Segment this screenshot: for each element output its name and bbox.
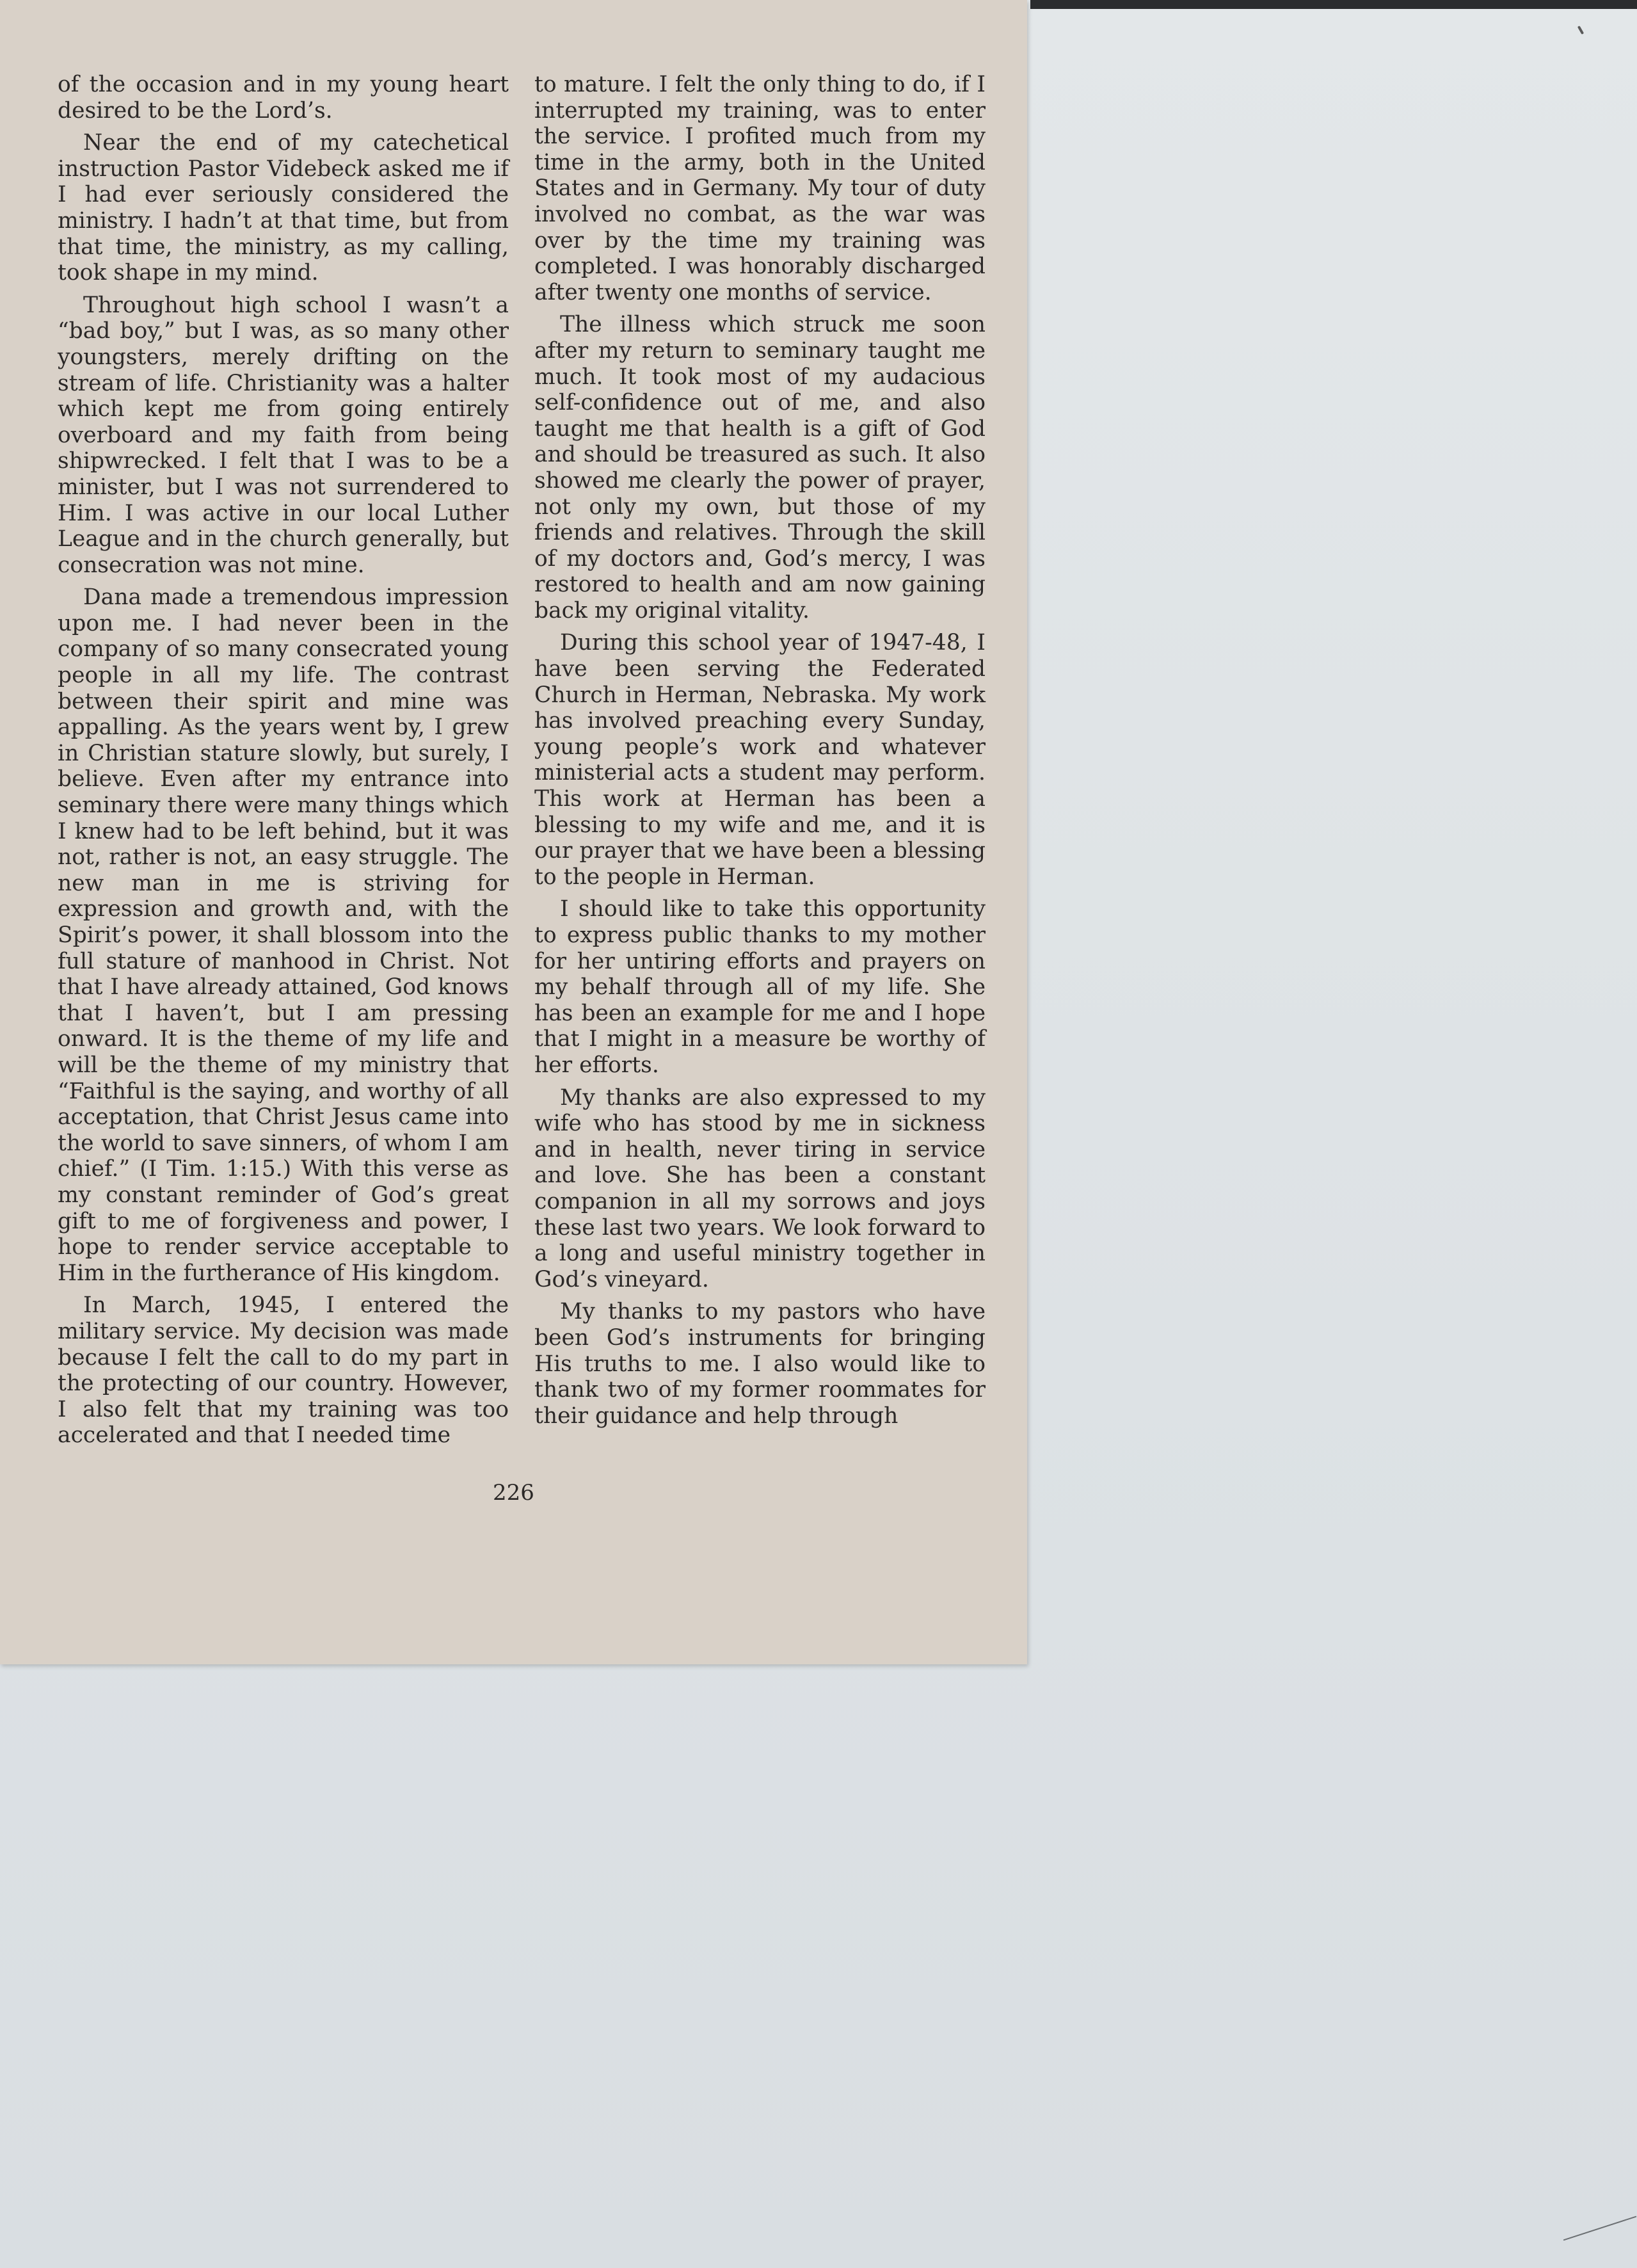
paragraph: The illness which struck me soon after my return to seminary taught me much. It took most of my audacious self-confidence out of me, and also taught me that health is a gift of God and should be treasured as such. It also showed me clearly the power of prayer, not only my own, but those of my friends and relatives. Through the skill of my doctors and, God’s mercy, I was restored to health and am now gaining back my original vitality.	[534, 312, 986, 623]
text-column-right	[534, 72, 986, 1435]
page-number: 226	[493, 1480, 534, 1506]
paragraph: During this school year of 1947-48, I have been serving the Federated Church in Herman, Nebraska. My work has involved preaching every Sunday, young people’s work and whatever ministerial acts a student may perform. This work at Herman has been a blessing to my wife and me, and it is our prayer that we have been a blessing to the people in Herman.	[534, 630, 986, 890]
paragraph: My thanks are also expressed to my wife who has stood by me in sickness and in health, never tiring in service and love. She has been a constant companion in all my sorrows and joys these last two years. We look forward to a long and useful ministry together in God’s vineyard.	[534, 1084, 986, 1292]
document-page	[0, 0, 1027, 1664]
paragraph: My thanks to my pastors who have been God’s instruments for bringing His truths to me. I also would like to thank two of my former roommates for their guidance and help through	[534, 1299, 986, 1429]
paragraph: Near the end of my catechetical instruction Pastor Videbeck asked me if I had ever seriously considered the ministry. I hadn’t at that time, but from that time, the ministry, as my calling, took shape in my mind.	[58, 130, 509, 286]
paragraph: I should like to take this opportunity to express public thanks to my mother for her untiring efforts and prayers on my behalf through all of my life. She has been an example for me and I hope that I might in a measure be worthy of her efforts.	[534, 896, 986, 1078]
paragraph: Dana made a tremendous impression upon me. I had never been in the company of so many consecrated young people in all my life. The contrast between their spirit and mine was appalling. As the years went by, I grew in Christian stature slowly, but surely, I believe. Even after my entrance into seminary there were many things which I knew had to be left behind, but it was not, rather is not, an easy struggle. The new man in me is striving for expression and growth and, with the Spirit’s power, it shall blossom into the full stature of manhood in Christ. Not that I have already attained, God knows that I haven’t, but I am pressing onward. It is the theme of my life and will be the theme of my ministry that “Faithful is the saying, and worthy of all acceptation, that Christ Jesus came into the world to save sinners, of whom I am chief.” (I Tim. 1:15.) With this verse as my constant reminder of God’s great gift to me of forgiveness and power, I hope to render service acceptable to Him in the furtherance of His kingdom.	[58, 584, 509, 1286]
paragraph: Throughout high school I wasn’t a “bad boy,” but I was, as so many other youngsters, merely drifting on the stream of life. Christianity was a halter which kept me from going entirely overboard and my faith from being shipwrecked. I felt that I was to be a minister, but I was not surrendered to Him. I was active in our local Luther League and in the church generally, but consecration was not mine.	[58, 292, 509, 578]
text-column-left	[58, 72, 509, 1455]
paragraph: of the occasion and in my young heart desired to be the Lord’s.	[58, 72, 509, 124]
paragraph: In March, 1945, I entered the military service. My decision was made because I felt the call to do my part in the protecting of our country. However, I also felt that my training was too accelerated and that I needed time	[58, 1292, 509, 1449]
scanner-top-edge	[1030, 0, 1637, 9]
paragraph: to mature. I felt the only thing to do, if I interrupted my training, was to enter the service. I profited much from my time in the army, both in the United States and in Germany. My tour of duty involved no combat, as the war was over by the time my training was completed. I was honorably discharged after twenty one months of service.	[534, 72, 986, 305]
